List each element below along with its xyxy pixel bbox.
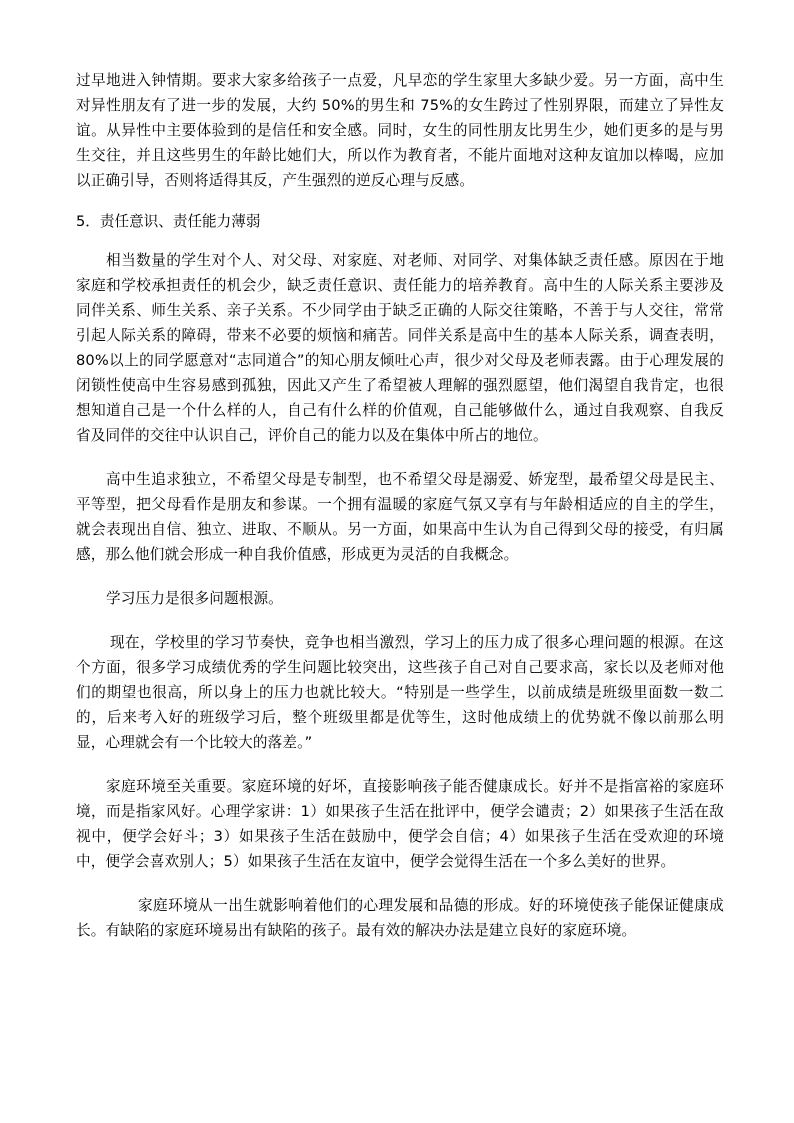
paragraph-independence: 高中生追求独立，不希望父母是专制型，也不希望父母是溺爱、娇宠型，最希望父母是民主、平等型，把父母看作是朋友和参谋。一个拥有温暖的家庭气氛又享有与年龄相适应的自主的学生，就会表现出自信、独立、进取、不顺从。另一方面，如果高中生认为自己得到父母的接受，有归属感，那么他们就会形成一种自我价值感，形成更为灵活的自我概念。 (76, 471, 724, 563)
paragraph-study-pressure: 现在，学校里的学习节奏快，竞争也相当激烈，学习上的压力成了很多心理问题的根源。在这个方面，很多学习成绩优秀的学生问题比较突出，这些孩子自己对自己要求高，家长以及老师对他们的期望也很高，所以身上的压力也就比较大。“特别是一些学生，以前成绩是班级里面数一数二的，后来考入好的班级学习后，整个班级里都是优等生，这时他成绩上的优势就不像以前那么明显，心理就会有一个比较大的落差。” (76, 634, 724, 751)
section-heading-responsibility: 5．责任意识、责任能力薄弱 (76, 213, 261, 230)
paragraph-early-love: 过早地进入钟情期。要求大家多给孩子一点爱，凡早恋的学生家里大多缺少爱。另一方面，高中生对异性朋友有了进一步的发展，大约 50%的男生和 75%的女生跨过了性别界限，而建立了异性友谊。从异性中主要体验到的是信任和安全感。同时，女生的同性朋友比男生少，她们更多的是与男生交往，并且这些男生的年龄比她们大，所以作为教育者，不能片面地对这种友谊加以棒喝，应加以正确引导，否则将适得其反，产生强烈的逆反心理与反感。 (76, 72, 724, 189)
paragraph-responsibility: 相当数量的学生对个人、对父母、对家庭、对老师、对同学、对集体缺乏责任感。原因在于地家庭和学校承担责任的机会少，缺乏责任意识、责任能力的培养教育。高中生的人际关系主要涉及同伴关系、师生关系、亲子关系。不少同学由于缺乏正确的人际交往策略，不善于与人交往，常常引起人际关系的障碍，带来不必要的烦恼和痛苦。同伴关系是高中生的基本人际关系，调查表明，80%以上的同学愿意对“志同道合”的知心朋友倾吐心声，很少对父母及老师表露。由于心理发展的闭锁性使高中生容易感到孤独，因此又产生了希望被人理解的强烈愿望，他们渴望自我肯定，也很想知道自己是一个什么样的人，自己有什么样的价值观，自己能够做什么，通过自我观察、自我反省及同伴的交往中认识自己，评价自己的能力以及在集体中所占的地位。 (76, 252, 724, 444)
paragraph-family-environment: 家庭环境至关重要。家庭环境的好坏，直接影响孩子能否健康成长。好并不是指富裕的家庭环境，而是指家风好。心理学家讲：1）如果孩子生活在批评中，便学会谴责；2）如果孩子生活在敌视中，便学会好斗；3）如果孩子生活在鼓励中，便学会自信；4）如果孩子生活在受欢迎的环境中，便学会喜欢别人；5）如果孩子生活在友谊中，便学会觉得生活在一个多么美好的世界。 (76, 778, 724, 870)
paragraph-study-pressure-intro: 学习压力是很多问题根源。 (106, 590, 283, 607)
paragraph-family-conclusion: 家庭环境从一出生就影响着他们的心理发展和品德的形成。好的环境使孩子能保证健康成长。有缺陷的家庭环境易出有缺陷的孩子。最有效的解决办法是建立良好的家庭环境。 (76, 897, 724, 939)
document-page (76, 68, 724, 1098)
